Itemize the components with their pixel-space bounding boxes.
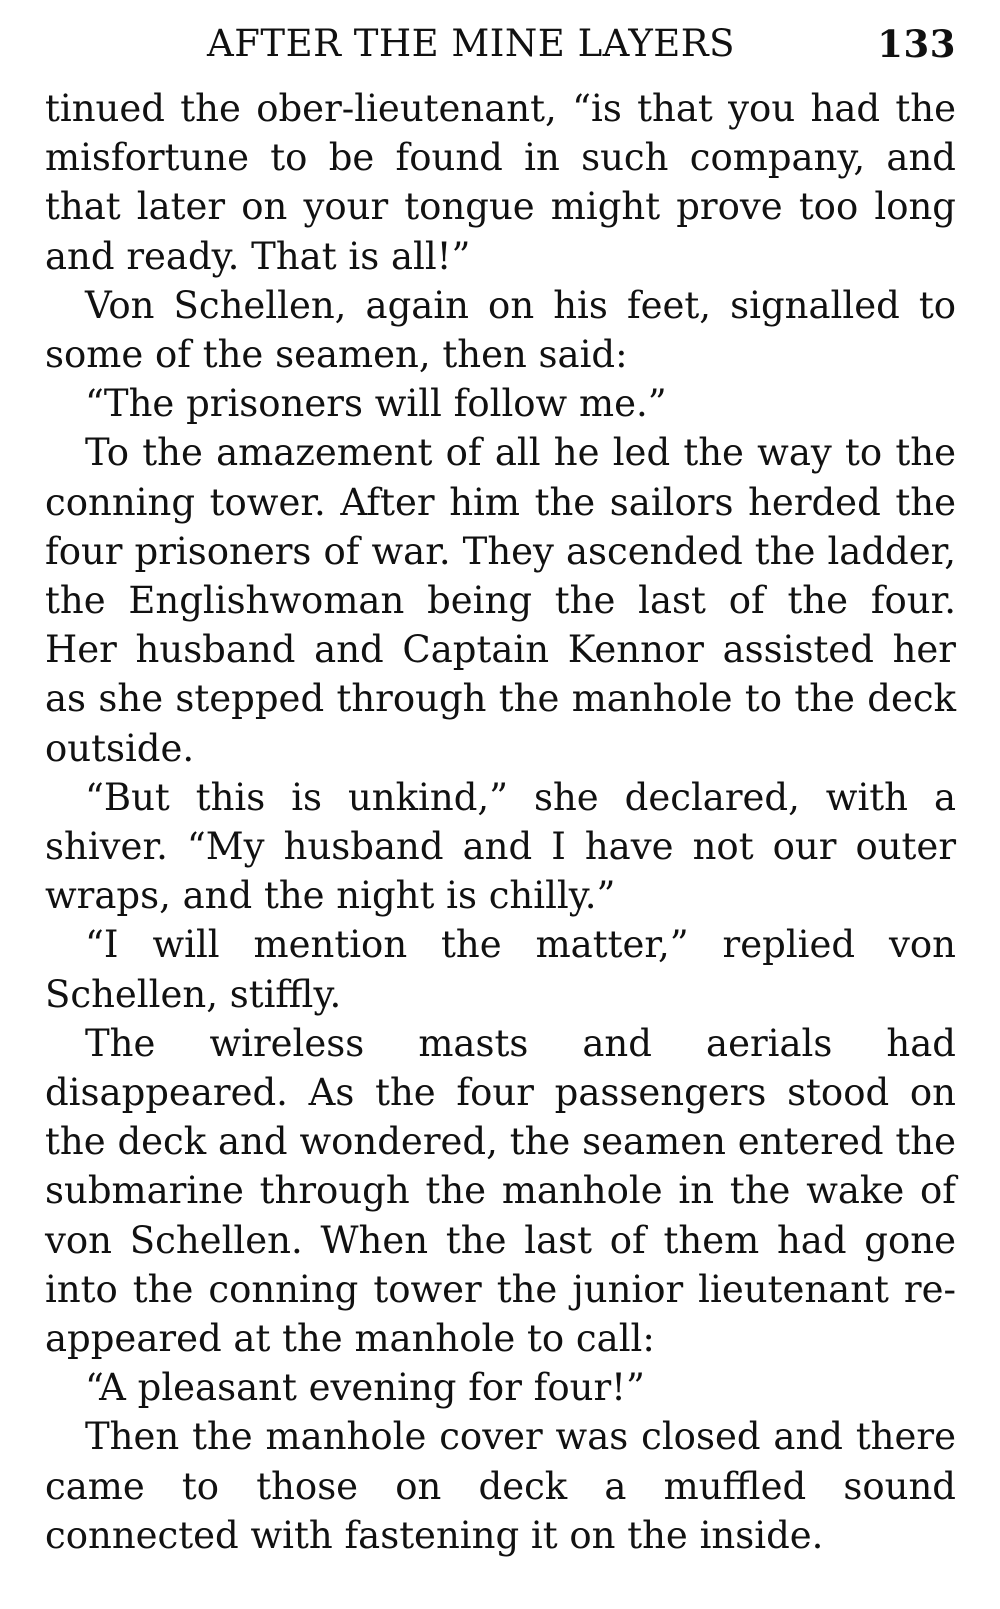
paragraph: The wireless masts and aerials had disappeared. As the four passengers stood on the deck and wondered, the seamen entered the submarine through the manhole in the wake of von Schellen. When the last of them had gone into the conning tower the junior lieutenant re-appeared at the manhole to call:: [45, 1021, 956, 1361]
paragraph: To the amazement of all he led the way to the conning tower. After him the sailors herded the four prisoners of war. They ascended the ladder, the Englishwoman being the last of the four. Her husband and Captain Kennor assisted her as she stepped through the manhole to the deck outside.: [45, 431, 956, 770]
paragraph-continued: tinued the ober-lieutenant, “is that you had the misfortune to be found in such company, and that later on your tongue might prove too long and ready. That is all!”: [45, 87, 956, 278]
paragraph: “But this is unkind,” she declared, with a shiver. “My husband and I have not our outer wraps, and the night is chilly.”: [45, 775, 956, 918]
paragraph: Then the manhole cover was closed and there came to those on deck a muffled sound connected with fastening it on the inside.: [45, 1415, 956, 1557]
running-title: AFTER THE MINE LAYERS: [207, 22, 735, 65]
body-text: [45, 84, 956, 1560]
paragraph: “The prisoners will follow me.”: [85, 382, 667, 426]
paragraph: Von Schellen, again on his feet, signalled to some of the seamen, then said:: [45, 283, 956, 377]
running-head: [45, 18, 956, 76]
page-number: 133: [877, 22, 956, 66]
paragraph: “A pleasant evening for four!”: [85, 1366, 645, 1410]
paragraph: “I will mention the matter,” replied von Schellen, stiffly.: [45, 923, 956, 1016]
